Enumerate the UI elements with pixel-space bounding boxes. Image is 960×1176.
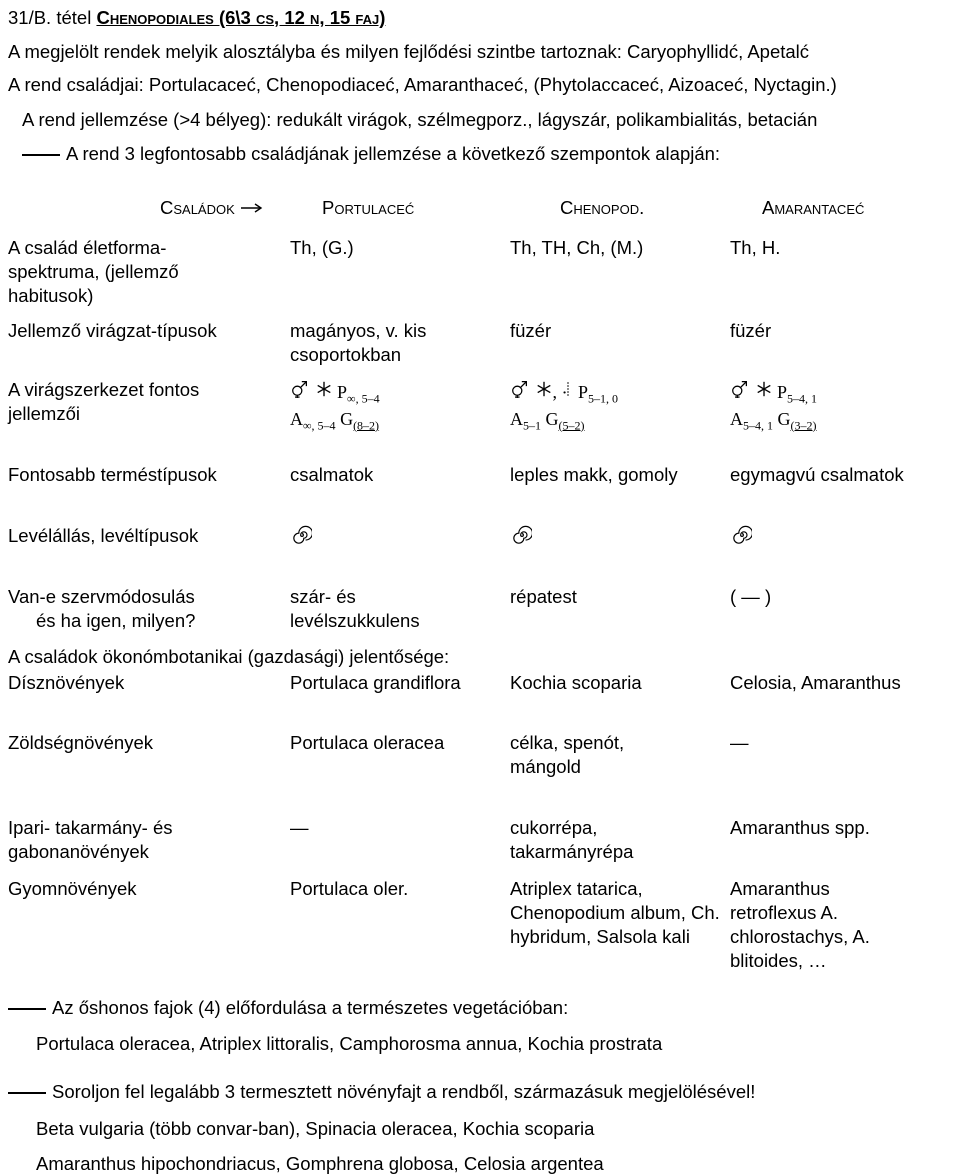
- cultivated-line-2: Amaranthus hipochondriacus, Gomphrena globosa, Celosia argentea: [36, 1153, 604, 1174]
- row-label-weeds: Gyomnövények: [8, 878, 137, 899]
- gynoecium-symbol: G: [340, 408, 354, 429]
- cell-inflorescence-portulac: magányos, v. kis csoportokban: [290, 320, 427, 366]
- dash-icon: [8, 1008, 46, 1010]
- economic-heading: A családok ökonómbotanikai (gazdasági) jelentősége:: [8, 646, 450, 667]
- perianth-symbol: P: [578, 382, 589, 402]
- cell-life-form-chenopod: Th, TH, Ch, (M.): [510, 237, 644, 258]
- col-header-portulac: Portulaceć: [322, 197, 415, 218]
- perianth-symbol: P: [337, 382, 348, 402]
- header-line-4-text: A rend 3 legfontosabb családjának jellemzése a következő szempontok alapján:: [66, 143, 721, 164]
- androecium-symbol: A: [290, 408, 303, 429]
- bisexual-flower-icon: [510, 378, 530, 398]
- dash-icon: [22, 154, 60, 156]
- cell-inflorescence-chenopod: füzér: [510, 320, 552, 341]
- cell-industrial-amarant: Amaranthus spp.: [730, 817, 870, 838]
- cell-vegetable-portulac: Portulaca oleracea: [290, 732, 445, 753]
- perianth-count: 5–4, 1: [787, 391, 818, 406]
- formula-portulac: [290, 378, 490, 434]
- doc-title: [8, 6, 385, 30]
- row-label-inflorescence: Jellemző virágzat-típusok: [8, 320, 217, 341]
- actinomorphic-star-icon: [755, 380, 773, 398]
- cell-life-form-amarant: Th, H.: [730, 237, 781, 258]
- actinomorphic-star-icon: [535, 380, 553, 398]
- col-header-amarant: Amarantaceć: [762, 197, 865, 218]
- cell-modification-chenopod: répatest: [510, 586, 577, 607]
- formula-amarant: [730, 378, 930, 434]
- androecium-count: 5–1: [523, 418, 541, 433]
- cell-ornamental-portulac: Portulaca grandiflora: [290, 672, 461, 693]
- androecium-symbol: A: [510, 408, 523, 429]
- cultivated-heading: [8, 1080, 755, 1104]
- spiral-leaf-arrangement-icon: [292, 525, 312, 545]
- cell-weeds-amarant: Amaranthus retroflexus A. chlorostachys, A. blitoides, …: [730, 878, 870, 972]
- row-label-ornamental: Dísznövények: [8, 672, 125, 693]
- row-label-flower-structure: A virágszerkezet fontos jellemzői: [8, 379, 200, 425]
- right-arrow-icon: [240, 202, 264, 214]
- cell-weeds-chenopod: Atriplex tatarica, Chenopodium album, Ch. hybridum, Salsola kali: [510, 878, 720, 948]
- cultivated-line-1: Beta vulgaria (több convar-ban), Spinacia oleracea, Kochia scoparia: [36, 1118, 595, 1139]
- cell-modification-amarant: ( — ): [730, 586, 772, 607]
- cell-industrial-chenopod: cukorrépa, takarmányrépa: [510, 817, 634, 863]
- androecium-count: 5–4, 1: [743, 418, 773, 433]
- row-label-modification-1: Van-e szervmódosulás: [8, 586, 195, 607]
- androecium-symbol: A: [730, 408, 743, 429]
- cell-fruit-chenopod: leples makk, gomoly: [510, 464, 678, 485]
- dash-icon: [8, 1092, 46, 1094]
- spiral-leaf-arrangement-icon: [732, 525, 752, 545]
- bisexual-flower-icon: [290, 378, 310, 398]
- perianth-count: 5–1, 0: [588, 391, 619, 406]
- gynoecium-count: (3–2): [790, 418, 817, 433]
- cell-fruit-portulac: csalmatok: [290, 464, 374, 485]
- perianth-count: ∞, 5–4: [347, 391, 380, 406]
- zygomorphic-icon: [562, 380, 574, 398]
- header-line-3: A rend jellemzése (>4 bélyeg): redukált virágok, szélmegporz., lágyszár, polikambialitás, betacián: [22, 109, 818, 130]
- cell-fruit-amarant: egymagvú csalmatok: [730, 464, 904, 485]
- androecium-count: ∞, 5–4: [303, 418, 336, 433]
- cultivated-heading-text: Soroljon fel legalább 3 termesztett növényfajt a rendből, származásuk megjelölésével!: [52, 1081, 756, 1102]
- gynoecium-count: (5–2): [558, 418, 585, 433]
- spiral-leaf-arrangement-icon: [512, 525, 532, 545]
- cell-life-form-portulac: Th, (G.): [290, 237, 354, 258]
- cell-ornamental-chenopod: Kochia scoparia: [510, 672, 642, 693]
- header-line-4: [22, 142, 720, 166]
- formula-chenopod: , $P_{5-1, 0}$ $A_{5-1}$ $G_{(5-2)}$: [510, 378, 710, 434]
- native-text: Portulaca oleracea, Atriplex littoralis, Camphorosma annua, Kochia prostrata: [36, 1033, 663, 1054]
- row-label-life-form: [8, 236, 208, 308]
- title-order: Chenopodiales (6\3 cs, 12 n, 15 faj): [96, 7, 386, 28]
- header-line-2: A rend családjai: Portulacaceć, Chenopodiaceć, Amaranthaceć, (Phytolaccaceć, Aizoaceć, Nyctagin.): [8, 74, 837, 95]
- families-label: Családok: [160, 197, 235, 218]
- cell-modification-portulac: szár- és levélszukkulens: [290, 586, 420, 632]
- cell-weeds-portulac: Portulaca oler.: [290, 878, 409, 899]
- gynoecium-count: (8–2): [353, 418, 380, 433]
- cell-vegetable-chenopod: célka, spenót, mángold: [510, 732, 625, 778]
- gynoecium-symbol: G: [545, 408, 559, 429]
- col-header-families: [160, 196, 264, 220]
- row-label-leaf: Levélállás, levéltípusok: [8, 525, 199, 546]
- actinomorphic-star-icon: [315, 380, 333, 398]
- cell-inflorescence-amarant: füzér: [730, 320, 772, 341]
- gynoecium-symbol: G: [777, 408, 791, 429]
- cell-ornamental-amarant: Celosia, Amaranthus: [730, 672, 901, 693]
- header-line-1: A megjelölt rendek melyik alosztályba és milyen fejlődési szintbe tartoznak: Caryophyllidć, Apetalć: [8, 41, 810, 62]
- row-label-fruit: Fontosabb terméstípusok: [8, 464, 217, 485]
- perianth-symbol: P: [777, 382, 788, 402]
- native-heading: [8, 996, 568, 1020]
- cell-vegetable-amarant: —: [730, 732, 749, 753]
- native-heading-text: Az őshonos fajok (4) előfordulása a természetes vegetációban:: [52, 997, 569, 1018]
- row-label-vegetable: Zöldségnövények: [8, 732, 154, 753]
- cell-industrial-portulac: —: [290, 817, 309, 838]
- row-label-modification-2: és ha igen, milyen?: [36, 610, 196, 631]
- life-form-label: A család életforma-spektruma, (jellemző habitusok): [8, 237, 179, 307]
- col-header-chenopod: Chenopod.: [560, 197, 645, 218]
- title-prefix: 31/B. tétel: [8, 7, 92, 28]
- row-label-industrial: Ipari- takarmány- és gabonanövények: [8, 817, 173, 863]
- bisexual-flower-icon: [730, 378, 750, 398]
